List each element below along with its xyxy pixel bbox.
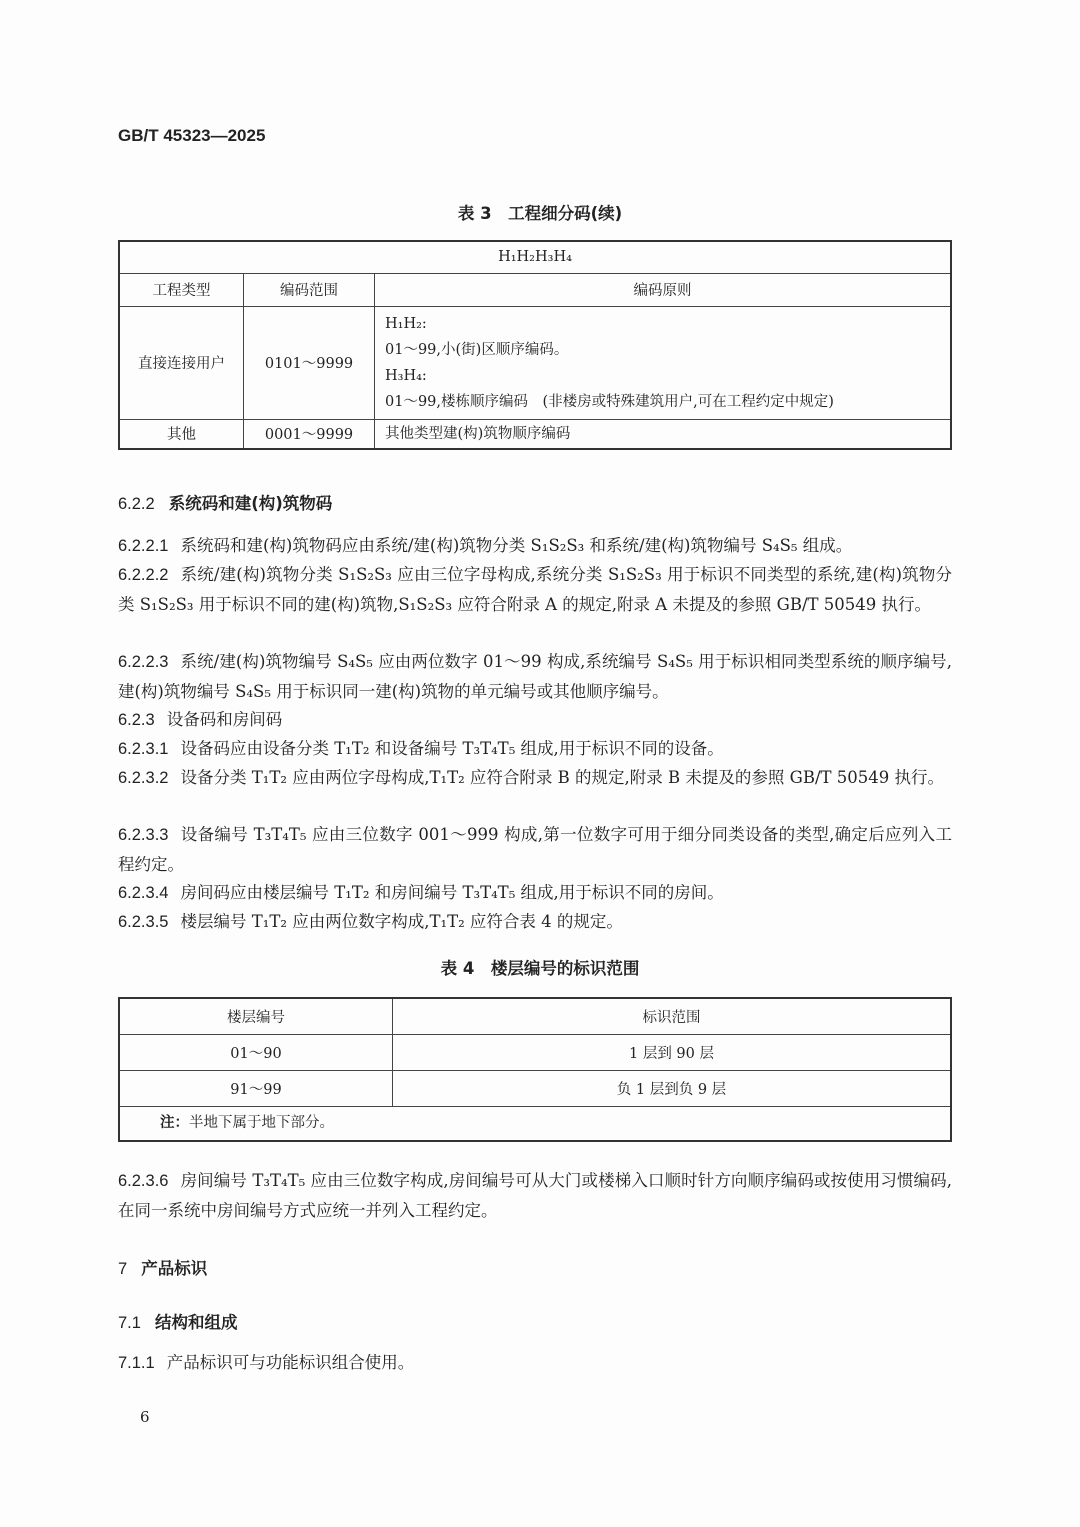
clause-text: 楼层编号 T₁T₂ 应由两位数字构成,T₁T₂ 应符合表 4 的规定。 (180, 912, 623, 931)
clause-text: 系统/建(构)筑物编号 S₄S₅ 应由两位数字 01～99 构成,系统编号 S₄S₅ 用于标识相同类型系统的顺序编号,建(构)筑物编号 S₄S₅ 用于标识同一建(构)筑物的单元编号或其他顺序编号。 (118, 652, 952, 701)
table-cell: 直接连接用户 (119, 306, 244, 419)
standard-number-header: GB/T 45323—2025 (118, 126, 266, 145)
table3-caption: 表 3 工程细分码(续) (457, 204, 623, 223)
clause-number: 6.2.3.5 (118, 913, 169, 931)
section-number: 7.1 (118, 1314, 141, 1332)
table-cell: 其他 (119, 419, 244, 449)
paragraph (118, 878, 952, 908)
table-row (119, 419, 951, 449)
section-7-1-heading (118, 1309, 237, 1333)
rule-line: H₃H₄: (385, 367, 427, 384)
table-cell: 91～99 (119, 1070, 393, 1106)
section-title: 结构和组成 (154, 1313, 238, 1332)
clause-number: 6.2.3.3 (118, 826, 169, 844)
section-6-2-3-heading (118, 705, 952, 735)
clause-text: 房间编号 T₃T₄T₅ 应由三位数字构成,房间编号可从大门或楼梯入口顺时针方向顺序编码或按使用习惯编码,在同一系统中房间编号方式应统一并列入工程约定。 (118, 1171, 952, 1220)
paragraph (118, 560, 952, 619)
section-title: 设备码和房间码 (166, 710, 283, 729)
table3-col-header: 编码原则 (375, 273, 952, 306)
table-cell (375, 306, 952, 419)
clause-text: 设备分类 T₁T₂ 应由两位字母构成,T₁T₂ 应符合附录 B 的规定,附录 B 未提及的参照 GB/T 50549 执行。 (180, 768, 944, 787)
section-6-2-2-heading (118, 490, 332, 514)
section-number: 6.2.3 (118, 711, 155, 729)
table4-col-header: 楼层编号 (119, 998, 393, 1034)
paragraph (118, 1348, 952, 1378)
table4 (118, 997, 952, 1142)
clause-text: 系统码和建(构)筑物码应由系统/建(构)筑物分类 S₁S₂S₃ 和系统/建(构)筑物编号 S₄S₅ 组成。 (180, 536, 853, 555)
table-row (119, 306, 951, 419)
clause-text: 设备编号 T₃T₄T₅ 应由三位数字 001～999 构成,第一位数字可用于细分同类设备的类型,确定后应列入工程约定。 (118, 825, 952, 874)
clause-number: 6.2.3.1 (118, 740, 169, 758)
table3-col-header: 工程类型 (119, 273, 244, 306)
table4-caption: 表 4 楼层编号的标识范围 (440, 959, 640, 978)
clause-text: 系统/建(构)筑物分类 S₁S₂S₃ 应由三位字母构成,系统分类 S₁S₂S₃ 用于标识不同类型的系统,建(构)筑物分类 S₁S₂S₃ 用于标识不同的建(构)筑物,S₁S₂S₃ 应符合附录 A 的规定,附录 A 未提及的参照 GB/T 50549 执行。 (118, 565, 952, 614)
table3-col-header: 编码范围 (244, 273, 375, 306)
rule-line: 01～99,小(街)区顺序编码。 (385, 341, 569, 358)
paragraph (118, 647, 952, 706)
clause-number: 6.2.2.1 (118, 537, 169, 555)
paragraph (118, 820, 952, 879)
table3-code-header: H₁H₂H₃H₄ (119, 241, 951, 273)
page-number: 6 (140, 1408, 150, 1426)
table-cell: 0001～9999 (244, 419, 375, 449)
section-number: 6.2.2 (118, 495, 155, 513)
table-cell: 负 1 层到负 9 层 (393, 1070, 952, 1106)
clause-number: 6.2.3.2 (118, 769, 169, 787)
paragraph (118, 1166, 952, 1225)
rule-line: H₁H₂: (385, 315, 427, 332)
section-number: 7 (118, 1260, 128, 1278)
table-cell: 01～90 (119, 1034, 393, 1070)
clause-text: 房间码应由楼层编号 T₁T₂ 和房间编号 T₃T₄T₅ 组成,用于标识不同的房间。 (180, 883, 724, 902)
paragraph (118, 907, 952, 937)
table-row (119, 1034, 951, 1070)
clause-number: 6.2.3.6 (118, 1172, 169, 1190)
table-cell: 0101～9999 (244, 306, 375, 419)
clause-number: 7.1.1 (118, 1354, 155, 1372)
paragraph (118, 734, 952, 764)
table4-note (119, 1106, 951, 1141)
table-row (119, 1070, 951, 1106)
section-7-heading (118, 1255, 207, 1279)
table-cell: 1 层到 90 层 (393, 1034, 952, 1070)
rule-line: 01～99,楼栋顺序编码 (非楼房或特殊建筑用户,可在工程约定中规定) (385, 393, 834, 410)
table4-col-header: 标识范围 (393, 998, 952, 1034)
clause-text: 产品标识可与功能标识组合使用。 (166, 1353, 415, 1372)
paragraph (118, 531, 952, 561)
table-cell: 其他类型建(构)筑物顺序编码 (375, 419, 952, 449)
clause-number: 6.2.3.4 (118, 884, 169, 902)
paragraph (118, 763, 952, 793)
section-title: 系统码和建(构)筑物码 (168, 494, 333, 513)
table3 (118, 240, 952, 450)
note-label: 注： (160, 1114, 189, 1132)
clause-number: 6.2.2.2 (118, 566, 169, 584)
section-title: 产品标识 (141, 1259, 208, 1278)
note-text: 半地下属于地下部分。 (189, 1115, 334, 1132)
clause-number: 6.2.2.3 (118, 653, 169, 671)
clause-text: 设备码应由设备分类 T₁T₂ 和设备编号 T₃T₄T₅ 组成,用于标识不同的设备。 (180, 739, 724, 758)
